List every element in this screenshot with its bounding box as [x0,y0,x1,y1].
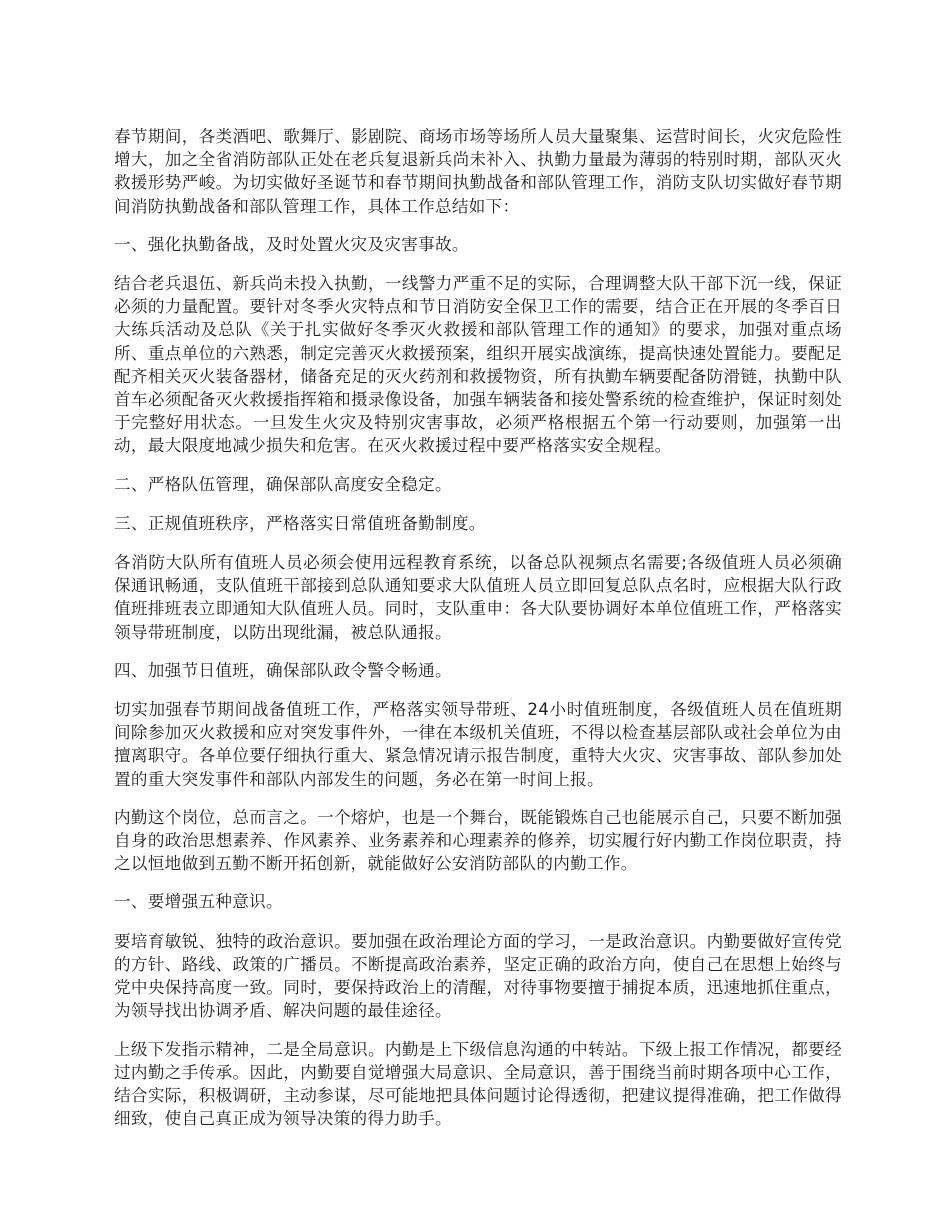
paragraph-section-1: 结合老兵退伍、新兵尚未投入执勤，一线警力严重不足的实际，合理调整大队干部下沉一线，保证必须的力量配置。要针对冬季火灾特点和节日消防安全保卫工作的需要，结合正在开展的冬季百日大练兵活动及总队《关于扎实做好冬季灭火救援和部队管理工作的通知》的要求，加强对重点场所、重点单位的六熟悉，制定完善灭火救援预案，组织开展实战演练，提高快速处置能力。要配足配齐相关灭火装备器材，储备充足的灭火药剂和救援物资，所有执勤车辆要配备防滑链，执勤中队首车必须配备灭火救援指挥箱和摄录像设备，加强车辆装备和接处警系统的检查维护，保证时刻处于完整好用状态。一旦发生火灾及特别灾害事故，必须严格根据五个第一行动要则，加强第一出动，最大限度地减少损失和危害。在灭火救援过程中要严格落实安全规程。 [114,274,842,456]
section-heading-3: 三、正规值班秩序，严格落实日常值班备勤制度。 [114,513,486,533]
paragraph-intro: 春节期间，各类酒吧、歌舞厅、影剧院、商场市场等场所人员大量聚集、运营时间长，火灾危险性增大，加之全省消防部队正处在老兵复退新兵尚未补入、执勤力量最为薄弱的特别时期，部队灭火救援形势严峻。为切实做好圣诞节和春节期间执勤战备和部队管理工作，消防支队切实做好春节期间消防执勤战备和部队管理工作，具体工作总结如下： [114,127,842,216]
paragraph-summary: 内勤这个岗位，总而言之。一个熔炉，也是一个舞台，既能锻炼自己也能展示自己，只要不断加强自身的政治思想素养、作风素养、业务素养和心理素养的修养，切实履行好内勤工作岗位职责，持之以恒地做到五勤不断开拓创新，就能做好公安消防部队的内勤工作。 [114,807,842,874]
section-heading-1: 一、强化执勤备战，及时处置火灾及灾害事故。 [114,234,469,254]
paragraph-overall-awareness: 上级下发指示精神，二是全局意识。内勤是上下级信息沟通的中转站。下级上报工作情况，都要经过内勤之手传承。因此，内勤要自觉增强大局意识、全局意识，善于围绕当前时期各项中心工作，结合实际，积极调研，主动参谋，尽可能地把具体问题讨论得透彻，把建议提得准确，把工作做得细致，使自己真正成为领导决策的得力助手。 [114,1039,842,1129]
section-heading-2: 二、严格队伍管理，确保部队高度安全稳定。 [114,474,452,494]
paragraph-section-4: 切实加强春节期间战备值班工作，严格落实领导带班、24小时值班制度，各级值班人员在值班期间除参加灭火救援和应对突发事件外，一律在本级机关值班，不得以检查基层部队或社会单位为由擅离职守。各单位要仔细执行重大、紧急情况请示报告制度，重特大火灾、灾害事故、部队参加处置的重大突发事件和部队内部发生的问题，务必在第一时间上报。 [114,700,842,789]
paragraph-section-3: 各消防大队所有值班人员必须会使用远程教育系统，以备总队视频点名需要;各级值班人员必须确保通讯畅通，支队值班干部接到总队通知要求大队值班人员立即回复总队点名时，应根据大队行政值班排班表立即通知大队值班人员。同时，支队重申：各大队要协调好本单位值班工作，严格落实领导带班制度，以防出现纰漏，被总队通报。 [114,553,842,642]
section-heading-4: 四、加强节日值班，确保部队政令警令畅通。 [114,660,452,680]
document-body [114,125,842,1145]
section-heading-awareness: 一、要增强五种意识。 [114,892,283,912]
paragraph-political-awareness: 要培育敏锐、独特的政治意识。要加强在政治理论方面的学习，一是政治意识。内勤要做好宣传党的方针、路线、政策的广播员。不断提高政治素养，坚定正确的政治方向，使自己在思想上始终与党中央保持高度一致。同时，要保持政治上的清醒，对待事物要擅于捕捉本质，迅速地抓住重点，为领导找出协调矛盾、解决问题的最佳途径。 [114,931,842,1021]
